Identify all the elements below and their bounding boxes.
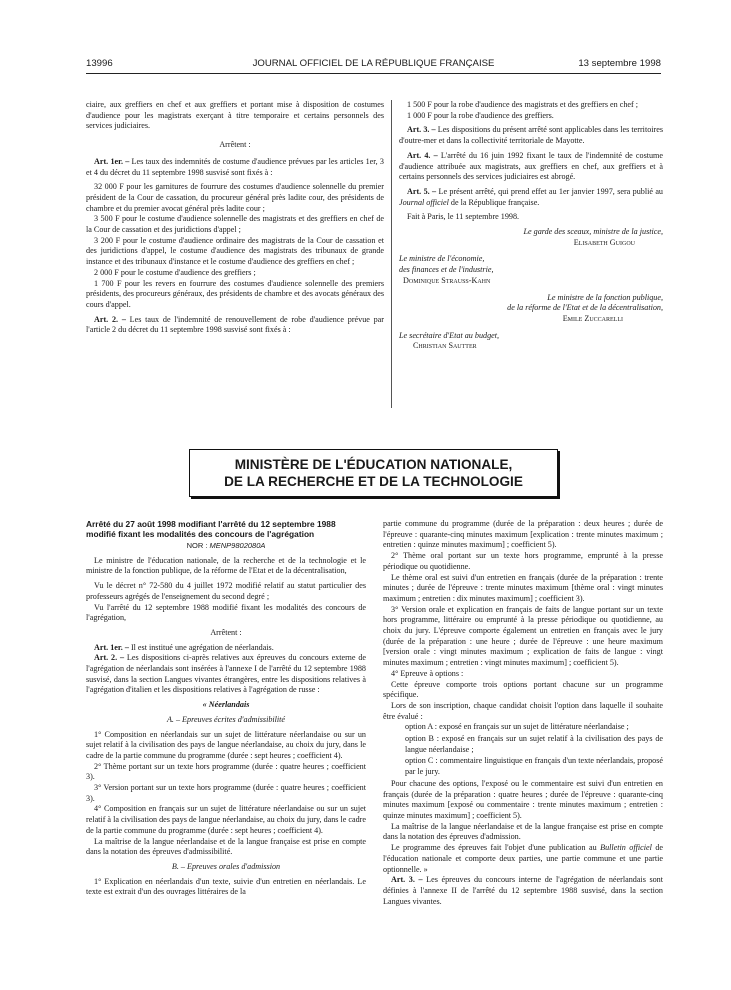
ministry-heading-line-2: DE LA RECHERCHE ET DE LA TECHNOLOGIE [224, 474, 523, 489]
prev-decree-left-column [86, 100, 384, 340]
article-1-text: Les taux des indemnités de costume d'audience prévues par les articles 1er, 3 et 4 du décret du 11 septembre 1998 susvisé sont fixés à : [86, 156, 384, 177]
issue-date: 13 septembre 1998 [578, 58, 661, 69]
program-publication-text-b: de l'éducation nationale et comporte deux parties, une partie commune et une partie optionnelle. » [383, 843, 663, 874]
signatory-3-name: Emile Zuccarelli [562, 313, 623, 323]
article-4-label: Art. 4. – [407, 150, 438, 160]
subsection-oral [86, 862, 366, 873]
article-4-text: L'arrêté du 16 juin 1992 fixant le taux de l'indemnité de costume d'audience attribuée aux magistrats, aux greffiers en chef, aux greffiers et à certains personnels des services judiciaires est abrogé. [399, 150, 663, 182]
decree-article-1-label: Art. 1er. – [94, 642, 129, 652]
section-heading-neerlandais: « Néerlandais [202, 700, 250, 710]
exam-option: option A : exposé en français sur un sujet de littérature néerlandaise ; [405, 722, 629, 732]
nor-label: NOR : [186, 541, 210, 550]
program-publication [383, 843, 663, 875]
rate-item: 32 000 F pour les garnitures de fourrure des costumes d'audience solennelle du premier président de la Cour de cassation, du procureur général près ladite cour, des présidents de chambre et du premier avocat général près ladite cour ; [86, 182, 384, 213]
oral-exam-continuation: partie commune du programme (durée de la préparation : deux heures ; durée de l'épreuve : quarante-cinq minutes maximum [explication : trente minutes maximum ; entretien : quinze minutes maximum] ; coefficient 5). [383, 519, 663, 550]
decree-article-1-text: Il est institué une agrégation de néerlandais. [128, 642, 274, 652]
decree-preamble: Le ministre de l'éducation nationale, de la recherche et de la technologie et le ministre de la fonction publique, de la réforme de l'Etat et de la décentralisation, [86, 555, 366, 576]
nor-reference [86, 541, 366, 552]
oral-exam-item: Cette épreuve comporte trois options portant chacune sur un programme spécifique. [383, 679, 663, 700]
signatory-4-role [399, 331, 663, 342]
decree-article-3-text: Les épreuves du concours interne de l'agrégation de néerlandais sont définies à l'annexe II de l'arrêté du 12 septembre 1988 susvisé, dans la section Langues vivantes. [383, 875, 663, 906]
arretent-heading: Arrêtent : [210, 627, 242, 637]
article-2-label: Art. 2. – [94, 314, 126, 324]
written-exam-note: La maîtrise de la langue néerlandaise et de la langue française est prise en compte dans la notation des épreuves d'admissibilité. [86, 836, 366, 857]
signatory-2-role-b [399, 265, 663, 276]
oral-exam-item: Le thème oral est suivi d'un entretien en français (durée de la préparation : trente minutes ; durée de l'épreuve : trente minutes maximum [thème oral : vingt minutes maximum ; entretien : dix minutes maximum] ; coefficient 3). [383, 572, 663, 603]
program-publication-text-a: Le programme des épreuves fait l'objet d'une publication au [391, 843, 601, 853]
exam-option: option B : exposé en français sur un sujet relatif à la civilisation des pays de langue néerlandaise ; [405, 734, 663, 754]
article-5-text-b: de la République française. [448, 197, 540, 207]
signatory-1-name: Elisabeth Guigou [573, 237, 635, 247]
article-2-text: Les taux de l'indemnité de renouvellement de robe d'audience prévue par l'article 2 du décret du 11 septembre 1998 susvisé sont fixés à : [86, 314, 384, 335]
decree-article-1 [86, 643, 366, 654]
article-2 [86, 315, 384, 336]
decree-article-2 [86, 653, 366, 696]
decree-right-column [383, 519, 663, 911]
written-exam-item: 3° Version portant sur un texte hors programme (durée : quatre heures ; coefficient 3). [86, 783, 366, 803]
signatory-4-role-line: Le secrétaire d'Etat au budget, [399, 330, 500, 340]
signatory-role [399, 227, 663, 238]
signatory-3-role-line: Le ministre de la fonction publique, [547, 292, 663, 302]
ministry-heading-box [189, 449, 558, 497]
subsection-oral-label: B. – Epreuves orales d'admission [171, 861, 281, 871]
prev-decree-intro: ciaire, aux greffiers en chef et aux greffiers et portant mise à disposition de costumes d'audience pour les magistrats exerçant à titre temporaire et certains personnels des services judiciaires. [86, 100, 384, 131]
written-exam-item: 1° Composition en néerlandais sur un sujet de littérature néerlandaise ou sur un sujet relatif à la civilisation des pays de langue néerlandaise, au choix du jury, dans le cadre de la partie commune du programme (durée : sept heures ; coefficient 4). [86, 729, 366, 760]
bulletin-officiel-ref: Bulletin officiel [600, 843, 652, 853]
signatory-2-role-a [399, 254, 663, 265]
article-5-label: Art. 5. – [407, 186, 437, 196]
decree-article-2-label: Art. 2. – [94, 653, 125, 663]
signatory-3-role-a [399, 293, 663, 304]
rate-item: 3 500 F pour le costume d'audience solennelle des magistrats et des greffiers en chef de la Cour de cassation et des juridictions d'appel ; [86, 214, 384, 235]
decree-article-2-text: Les dispositions ci-après relatives aux épreuves du concours externe de l'agrégation de néerlandais sont insérées à l'annexe I de l'arrêté du 12 septembre 1988 susvisé, dans la section Langues vivantes étrangères, entre les dispositions relatives à l'agrégation d'italien et les dispositions relatives à l'agrégation de russe : [86, 653, 366, 695]
article-3-text: Les dispositions du présent arrêté sont applicables dans les territoires d'outre-mer et dans la collectivité territoriale de Mayotte. [399, 125, 663, 146]
header-rule [86, 73, 661, 74]
oral-exam-note: La maîtrise de la langue néerlandaise et de la langue française est prise en compte dans la notation des épreuves d'admission. [383, 821, 663, 842]
article-1-label: Art. 1er. – [94, 156, 130, 166]
subsection-written [86, 715, 366, 726]
oral-exam-item: 1° Explication en néerlandais d'un texte, suivie d'un entretien en néerlandais. Le texte est extrait d'un des ouvrages littéraires de la [86, 876, 366, 897]
decree-title: Arrêté du 27 août 1998 modifiant l'arrêté du 12 septembre 1988 modifié fixant les modalités des concours de l'agrégation [86, 519, 336, 539]
vu-clause: Vu l'arrêté du 12 septembre 1988 modifié fixant les modalités des concours de l'agrégation, [86, 602, 366, 623]
place-date: Fait à Paris, le 11 septembre 1998. [407, 212, 520, 222]
page-header [86, 58, 661, 72]
decree-article-3 [383, 875, 663, 907]
article-1 [86, 157, 384, 178]
signatory-2-role-line: Le ministre de l'économie, [399, 254, 485, 264]
journal-officiel-ref: Journal officiel [399, 197, 449, 207]
article-3 [399, 125, 663, 146]
robe-rate-item: 1 000 F pour la robe d'audience des greffiers. [407, 110, 554, 120]
oral-exam-item: 2° Thème oral portant sur un texte hors programme, emprunté à la presse périodique ou quotidienne. [383, 551, 663, 571]
rate-item: 1 700 F pour les revers en fourrure des costumes d'audience solennelle des premiers présidents, des procureurs généraux, des présidents de chambre et des avocats généraux des cours d'appel. [86, 278, 384, 309]
oral-exam-item: Lors de son inscription, chaque candidat choisit l'option dans laquelle il souhaite être évalué : [383, 700, 663, 721]
signatory-4-name: Christian Sautter [413, 341, 477, 351]
page-number: 13996 [86, 58, 113, 69]
oral-exam-item: 4° Epreuve à options : [391, 668, 464, 678]
decree-left-column [86, 519, 366, 902]
signatory-3-role-line: de la réforme de l'Etat et de la décentralisation, [507, 303, 663, 313]
signatory-1-role: Le garde des sceaux, ministre de la justice, [523, 227, 663, 237]
prev-decree-right-column [399, 100, 663, 352]
nor-code: MENP9802080A [209, 541, 266, 550]
rate-item: 2 000 F pour le costume d'audience des greffiers ; [94, 267, 256, 277]
article-5-text-a: Le présent arrêté, qui prend effet au 1er janvier 1997, sera publié au [436, 186, 663, 196]
article-4 [399, 151, 663, 183]
signatory-2-role-line: des finances et de l'industrie, [399, 265, 494, 275]
journal-title: JOURNAL OFFICIEL DE LA RÉPUBLIQUE FRANÇAISE [252, 58, 495, 69]
exam-option: option C : commentaire linguistique en français d'un texte néerlandais, proposé par le jury. [405, 756, 663, 777]
ministry-heading-line-1: MINISTÈRE DE L'ÉDUCATION NATIONALE, [234, 457, 513, 472]
written-exam-item: 4° Composition en français sur un sujet de littérature néerlandaise ou sur un sujet relatif à la civilisation des pays de langue néerlandaise, au choix du jury, dans le cadre de la partie commune du programme (durée : sept heures ; coefficient 4). [86, 804, 366, 835]
oral-exam-item: Pour chacune des options, l'exposé ou le commentaire est suivi d'un entretien en français (durée de la préparation : quatre heures ; durée de l'épreuve : quarante-cinq minutes maximum [exposé ou commentaire : trente minutes maximum ; entretien : quinze minutes maximum] ; coefficient 5). [383, 778, 663, 820]
rate-item: 3 200 F pour le costume d'audience ordinaire des magistrats de la Cour de cassation et des juridictions d'appel, le costume d'audience des magistrats des tribunaux de grande instance et des tribunaux d'instance et le costume d'audience des greffiers en chef ; [86, 235, 384, 267]
vu-clause: Vu le décret n° 72-580 du 4 juillet 1972 modifié relatif au statut particulier des professeurs agrégés de l'enseignement du second degré ; [86, 581, 366, 601]
decree-article-3-label: Art. 3. – [391, 875, 423, 885]
written-exam-item: 2° Thème portant sur un texte hors programme (durée : quatre heures ; coefficient 3). [86, 761, 366, 782]
robe-rate-item: 1 500 F pour la robe d'audience des magistrats et des greffiers en chef ; [407, 100, 638, 109]
arretent-heading: Arrêtent : [219, 140, 251, 150]
column-divider [391, 100, 392, 408]
signatory-2-name: Dominique Strauss-Kahn [403, 275, 491, 285]
article-5 [399, 187, 663, 208]
signatory-3-role-b [399, 303, 663, 314]
article-3-label: Art. 3. – [407, 125, 436, 135]
oral-exam-item: 3° Version orale et explication en français de faits de langue portant sur un texte hors programme, littéraire ou emprunté à la presse périodique ou quotidienne, au choix du jury. L'épreuve comporte également un entretien en français avec le jury (durée de la préparation : une heure ; durée de l'épreuve : une heure maximum [version orale : vingt minutes maximum ; explication de faits de langue : vingt minutes maximum ; entretien : vingt minutes maximum] ; coefficient 5). [383, 604, 663, 668]
subsection-written-label: A. – Epreuves écrites d'admissibilité [166, 714, 286, 724]
